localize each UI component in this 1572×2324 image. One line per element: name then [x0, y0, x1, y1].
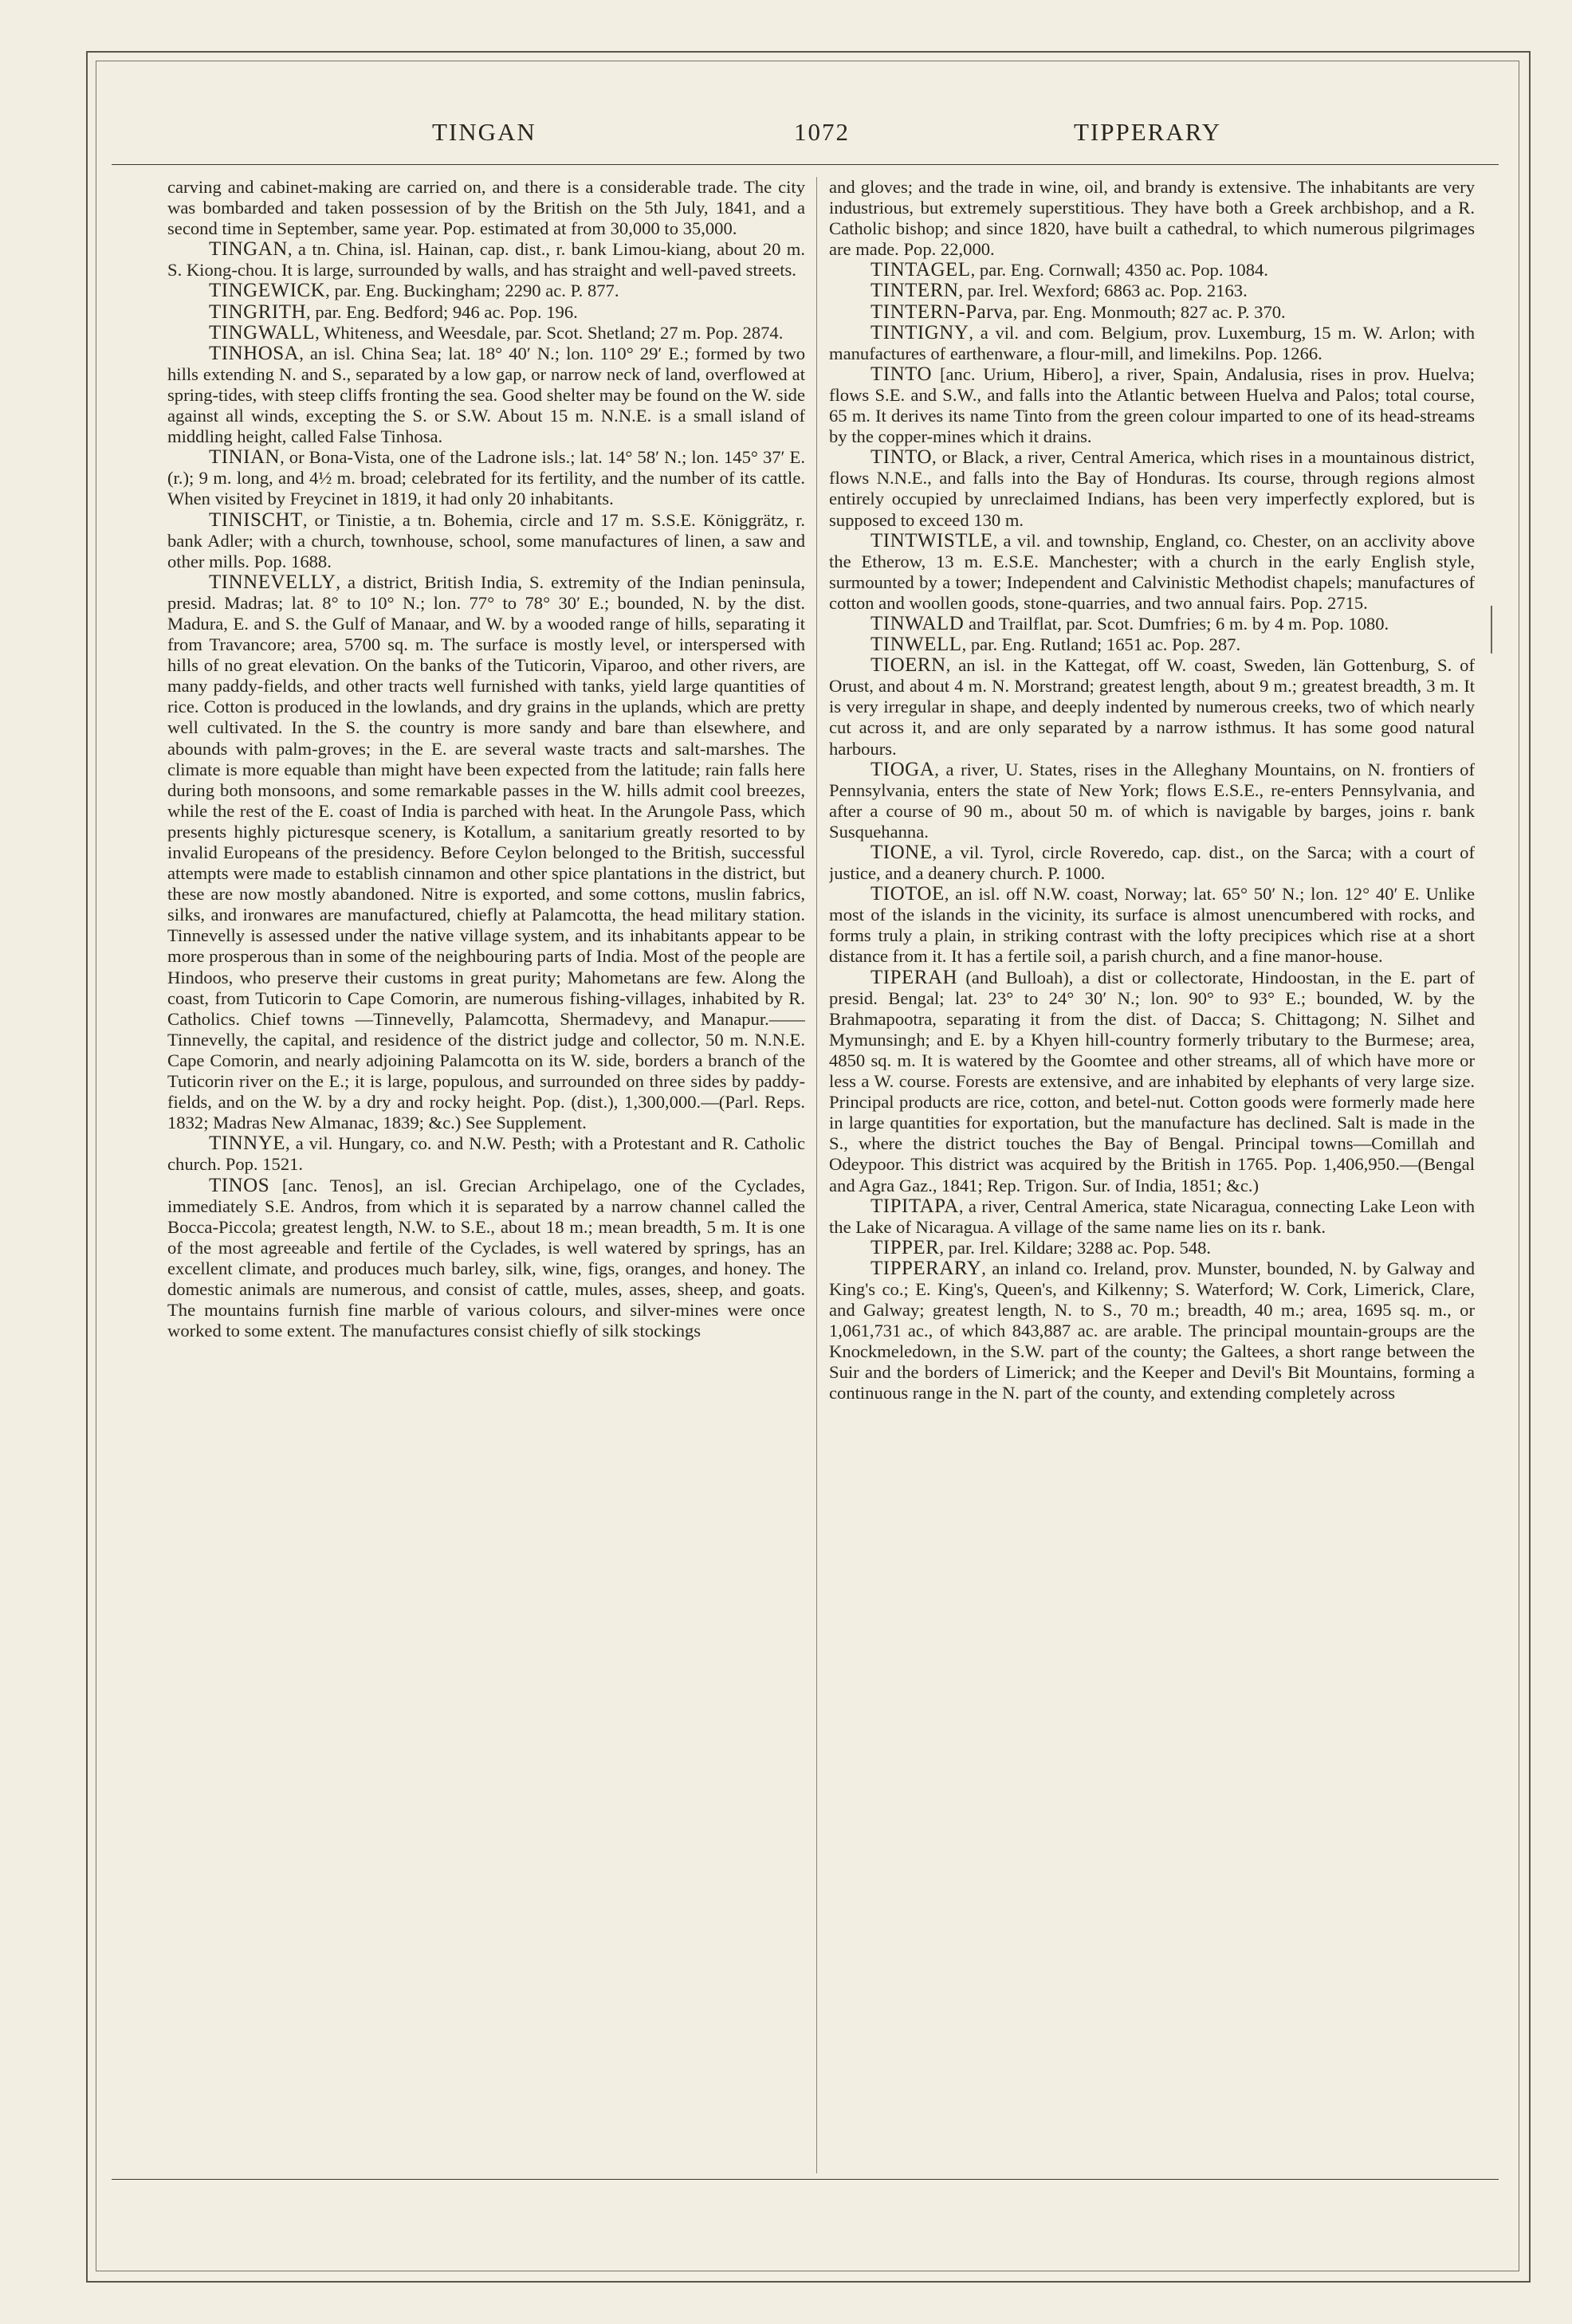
entry-headword: TINISCHT [209, 508, 303, 531]
entry-headword: TINWALD [870, 612, 965, 634]
entry-headword: TINIAN [209, 446, 281, 469]
entry-text: , par. Eng. Rutland; 1651 ac. Pop. 287. [961, 634, 1241, 655]
entry-text: [anc. Urium, Hibero], a river, Spain, Andalusia, rises in prov. Huelva; flows S.E. and S.W., and falls into the Atlantic between Huelva and Palos; total course, 65 m. It derives its name Tinto from the green colour imparted to one of its head-streams by the copper-mines which it drains. [829, 363, 1475, 447]
entry-headword: TIPERAH [870, 966, 958, 988]
gazetteer-entry [829, 364, 1475, 447]
gazetteer-entry [167, 323, 805, 343]
entry-headword: TINTAGEL [870, 259, 971, 281]
gazetteer-entry [829, 281, 1475, 301]
gazetteer-entry [829, 1196, 1475, 1238]
gazetteer-entry [167, 1176, 805, 1342]
entry-text: , par. Eng. Monmouth; 827 ac. P. 370. [1012, 301, 1286, 322]
gazetteer-entry [167, 177, 805, 239]
margin-mark [1491, 606, 1492, 654]
entry-text: , a vil. Tyrol, circle Roveredo, cap. dist., on the Sarca; with a court of justice, and a deanery church. P. 1000. [829, 842, 1475, 884]
gazetteer-entry [829, 531, 1475, 614]
gazetteer-entry [829, 634, 1475, 655]
gazetteer-entry [167, 1133, 805, 1175]
gazetteer-entry [167, 572, 805, 1134]
entry-text: , an isl. China Sea; lat. 18° 40′ N.; lon. 110° 29′ E.; formed by two hills extending N. and S., separated by a low gap, or narrow neck of land, overflowed at spring-tides, with steep cliffs fronting the sea. Good shelter may be found on the W. side against all winds, excepting the S. or S.W. About 15 m. N.N.E. is a small island of middling height, called False Tinhosa. [167, 343, 805, 447]
entry-text: , a vil. and township, England, co. Chester, on an acclivity above the Etherow, 13 m. E.S.E. Manchester; with a church in the early English style, surmounted by a tower; Independent and Calvinistic Methodist chapels; manufactures of cotton and woollen goods, stone-quarries, and two annual fairs. Pop. 2715. [829, 530, 1475, 613]
gazetteer-entry [829, 655, 1475, 759]
gazetteer-entry [829, 1238, 1475, 1258]
entry-headword: TINWELL [870, 634, 962, 656]
entry-headword: TIOGA [870, 758, 935, 780]
entry-headword: TINTO [870, 446, 933, 469]
gazetteer-entry [829, 968, 1475, 1196]
entry-headword: TINGWALL [209, 321, 316, 343]
entry-text: and gloves; and the trade in wine, oil, and brandy is extensive. The inhabitants are very industrious, but extremely superstitious. They have both a Greek archbishop, and a R. Catholic bishop; and since 1820, have built a cathedral, to which numerous pilgrimages are made. Pop. 22,000. [829, 177, 1475, 260]
gazetteer-entry [829, 447, 1475, 530]
gazetteer-entry [829, 302, 1475, 323]
entry-headword: TINOS [209, 1174, 270, 1196]
entry-text: , or Bona-Vista, one of the Ladrone isls.; lat. 14° 58′ N.; lon. 145° 37′ E. (r.); 9 m. long, and 4½ m. broad; celebrated for its fertility, and the number of its cattle. When visited by Freycinet in 1819, it had only 20 inhabitants. [167, 447, 805, 509]
entry-text: , an isl. in the Kattegat, off W. coast, Sweden, län Gottenburg, S. of Orust, and about 4 m. N. Morstrand; greatest length, about 9 m.; greatest breadth, 3 m. It is very irregular in shape, and deeply indented by numerous creeks, two of which nearly cut across it, and are only separated by a narrow isthmus. It has some good natural harbours. [829, 655, 1475, 759]
entry-headword: TINHOSA [209, 342, 300, 364]
entry-headword: TIOERN [870, 654, 946, 677]
gazetteer-entry [829, 884, 1475, 967]
gazetteer-entry [167, 281, 805, 301]
entry-text: , a river, U. States, rises in the Alleghany Mountains, on N. frontiers of Pennsylvania, enters the state of New York; flows E.S.E., re-enters Pennsylvania, and after a course of 90 m., about 50 m. of which is navigable by barges, joins r. bank Susquehanna. [829, 759, 1475, 842]
entry-headword: TIPPER [870, 1236, 940, 1258]
entry-text: (and Bulloah), a dist or collectorate, Hindoostan, in the E. part of presid. Bengal; lat. 23° to 24° 30′ N.; lon. 90° to 93° E.; bounded, W. by the Brahmapootra, separating it from the dist. of Dacca; S. Chittagong; N. Silhet and Mymunsingh; and E. by a Khyen hill-country formerly tributary to the Burmese; area, 4850 sq. m. It is watered by the Goomtee and other streams, all of which have more or less a W. course. Forests are extensive, and are inhabited by elephants of very large size. Principal products are rice, cotton, and betel-nut. Cotton goods were formerly made here in large quantities for exportation, but the manufacture has declined. Salt is made in the S., where the district touches the Bay of Bengal. Principal towns—Comillah and Odeypoor. This district was acquired by the British in 1765. Pop. 1,406,950.—(Bengal and Agra Gaz., 1841; Rep. Trigon. Sur. of India, 1851; &c.) [829, 967, 1475, 1195]
entry-text: , a vil. and com. Belgium, prov. Luxemburg, 15 m. W. Arlon; with manufactures of earthenware, a flour-mill, and limekilns. Pop. 1266. [829, 322, 1475, 363]
footer-rule [112, 2179, 1499, 2180]
entry-text: [anc. Tenos], an isl. Grecian Archipelago, one of the Cyclades, immediately S.E. Andros, from which it is separated by a narrow channel called the Bocca-Piccola; greatest length, N.W. to S.E., about 18 m.; mean breadth, 5 m. It is one of the most agreeable and fertile of the Cyclades, is well watered by springs, has an excellent climate, and produces much barley, silk, wine, figs, oranges, and honey. The domestic animals are numerous, and consist of cattle, mules, asses, sheep, and goats. The mountains furnish fine marble of various colours, and silver-mines were once worked to some extent. The manufactures consist chiefly of silk stockings [167, 1175, 805, 1341]
gazetteer-entry [829, 1258, 1475, 1404]
entry-text: , par. Irel. Kildare; 3288 ac. Pop. 548. [939, 1237, 1212, 1258]
column-separator [816, 177, 817, 2173]
entry-headword: TIPPERARY [870, 1257, 982, 1279]
entry-text: , Whiteness, and Weesdale, par. Scot. Shetland; 27 m. Pop. 2874. [315, 322, 784, 343]
entry-headword: TINTO [870, 363, 933, 385]
entry-headword: TINGRITH [209, 300, 307, 323]
entry-text: , an isl. off N.W. coast, Norway; lat. 65° 50′ N.; lon. 12° 40′ E. Unlike most of the islands in the vicinity, its surface is almost unencumbered with rocks, and forms truly a plain, in striking contrast with the lofty precipices which rise at a short distance from it. It has a fertile soil, a parish church, and a fine manor-house. [829, 884, 1475, 967]
entry-headword: TINGEWICK [209, 280, 326, 302]
entry-text: , a tn. China, isl. Hainan, cap. dist., r. bank Limou-kiang, about 20 m. S. Kiong-chou. It is large, surrounded by walls, and has straight and well-paved streets. [167, 239, 805, 281]
entry-text: , par. Eng. Cornwall; 4350 ac. Pop. 1084. [970, 260, 1268, 281]
gazetteer-entry [829, 614, 1475, 634]
entry-headword: TINTIGNY [870, 321, 969, 343]
gazetteer-entry [829, 260, 1475, 281]
entry-headword: TINTERN [870, 280, 959, 302]
entry-text: , par. Eng. Bedford; 946 ac. Pop. 196. [306, 301, 578, 322]
entry-text: , a river, Central America, state Nicaragua, connecting Lake Leon with the Lake of Nicaragua. A village of the same name lies on its r. bank. [829, 1195, 1475, 1237]
entry-text: , or Tinistie, a tn. Bohemia, circle and 17 m. S.S.E. Königgrätz, r. bank Adler; with a church, townhouse, school, some manufactures of linen, a saw and other mills. Pop. 1688. [167, 509, 805, 571]
entry-headword: TIOTOE [870, 883, 945, 905]
entry-text: , par. Eng. Buckingham; 2290 ac. P. 877. [325, 281, 619, 301]
entry-headword: TINNYE [209, 1133, 286, 1155]
header-right-word: TIPPERARY [1074, 118, 1222, 146]
entry-headword: TIONE [870, 842, 933, 863]
entry-text: , par. Irel. Wexford; 6863 ac. Pop. 2163. [958, 281, 1248, 301]
gazetteer-entry [167, 302, 805, 323]
entry-headword: TINGAN [209, 238, 288, 261]
gazetteer-entry [167, 510, 805, 572]
entry-text: , a district, British India, S. extremity of the Indian peninsula, presid. Madras; lat. 8° to 10° N.; lon. 77° to 78° 30′ E.; bounded, N. by the dist. Madura, E. and S. the Gulf of Manaar, and W. by a wooded range of hills, separating it from Travancore; area, 5700 sq. m. The surface is mostly level, or interspersed with hills of no great elevation. On the banks of the Tuticorin, Viparoo, and other rivers, are many paddy-fields, and other tracts well furnished with tanks, yield large quantities of rice. Cotton is produced in the lowlands, and dry grains in the uplands, which are pretty well cultivated. In the S. the country is more sandy and bare than elsewhere, and abounds with palm-groves; in the E. are several waste tracts and salt-marshes. The climate is more equable than might have been expected from the latitude; rain falls here during both monsoons, and some remarkable passes in the W. hills admit cool breezes, while the rest of the E. coast of India is parched with heat. In the Arungole Pass, which presents highly picturesque scenery, is Kotallum, a sanitarium greatly resorted to by invalid Europeans of the presidency. Before Ceylon belonged to the British, successful attempts were made to establish cinnamon and other spice plantations in the district, but these are now mostly abandoned. Nitre is exported, and some cottons, muslin fabrics, silks, and ironwares are manufactured, chiefly at Palamcotta, the head military station. Tinnevelly is assessed under the native village system, and its inhabitants appear to be more prosperous than in some of the neighbouring parts of India. Most of the people are Hindoos, who preserve their customs in great purity; Mahometans are few. Along the coast, from Tuticorin to Cape Comorin, are numerous fishing-villages, inhabited by R. Catholics. Chief towns —Tinnevelly, Palamcotta, Shermadevy, and Manapur.——Tinnevelly, the capital, and residence of the district judge and collector, 50 m. N.N.E. Cape Comorin, and nearly adjoining Palamcotta on its W. side, borders a branch of the Tuticorin river on the E.; it is large, populous, and surrounded on three sides by paddy-fields, and on the W. by a dry and rocky height. Pop. (dist.), 1,300,000.—(Parl. Reps. 1832; Madras New Almanac, 1839; &c.) See Supplement. [167, 571, 805, 1133]
gazetteer-entry [829, 323, 1475, 364]
entry-text: , a vil. Hungary, co. and N.W. Pesth; with a Protestant and R. Catholic church. Pop. 1521. [167, 1133, 805, 1175]
entry-headword: TINTERN-Parva [870, 300, 1013, 323]
entry-headword: TINTWISTLE [870, 529, 993, 552]
gazetteer-entry [167, 343, 805, 447]
right-column [829, 177, 1475, 2169]
gazetteer-entry [829, 177, 1475, 260]
entry-text: carving and cabinet-making are carried on, and there is a considerable trade. The city was bombarded and taken possession of by the British on the 5th July, 1841, and a second time in September, same year. Pop. estimated at from 30,000 to 35,000. [167, 177, 805, 239]
gazetteer-entry [167, 239, 805, 281]
header-rule [112, 164, 1499, 165]
gazetteer-entry [829, 760, 1475, 842]
entry-text: and Trailflat, par. Scot. Dumfries; 6 m. by 4 m. Pop. 1080. [964, 613, 1389, 634]
header-left-word: TINGAN [432, 118, 536, 146]
gazetteer-entry [167, 447, 805, 509]
entry-text: , or Black, a river, Central America, which rises in a mountainous district, flows N.N.E., and falls into the Bay of Honduras. Its course, through regions almost entirely occupied by unreclaimed Indians, has been very imperfectly explored, but is supposed to exceed 130 m. [829, 447, 1475, 530]
entry-headword: TINNEVELLY [209, 571, 336, 593]
left-column [167, 177, 805, 2169]
running-header [112, 118, 1499, 153]
page-number: 1072 [794, 118, 850, 146]
entry-text: , an inland co. Ireland, prov. Munster, bounded, N. by Galway and King's co.; E. King's, Queen's, and Kilkenny; S. Waterford; W. Cork, Limerick, Clare, and Galway; greatest length, N. to S., 70 m.; breadth, 40 m.; area, 1695 sq. m., or 1,061,731 ac., of which 843,887 ac. are arable. The principal mountain-groups are the Knockmeledown, in the S.W. part of the county; the Galtees, a short range between the Suir and the borders of Limerick; and the Keeper and Devil's Bit Mountains, forming a continuous range in the N. part of the county, and extending completely across [829, 1258, 1475, 1403]
entry-headword: TIPITAPA [870, 1195, 959, 1217]
gazetteer-entry [829, 842, 1475, 884]
